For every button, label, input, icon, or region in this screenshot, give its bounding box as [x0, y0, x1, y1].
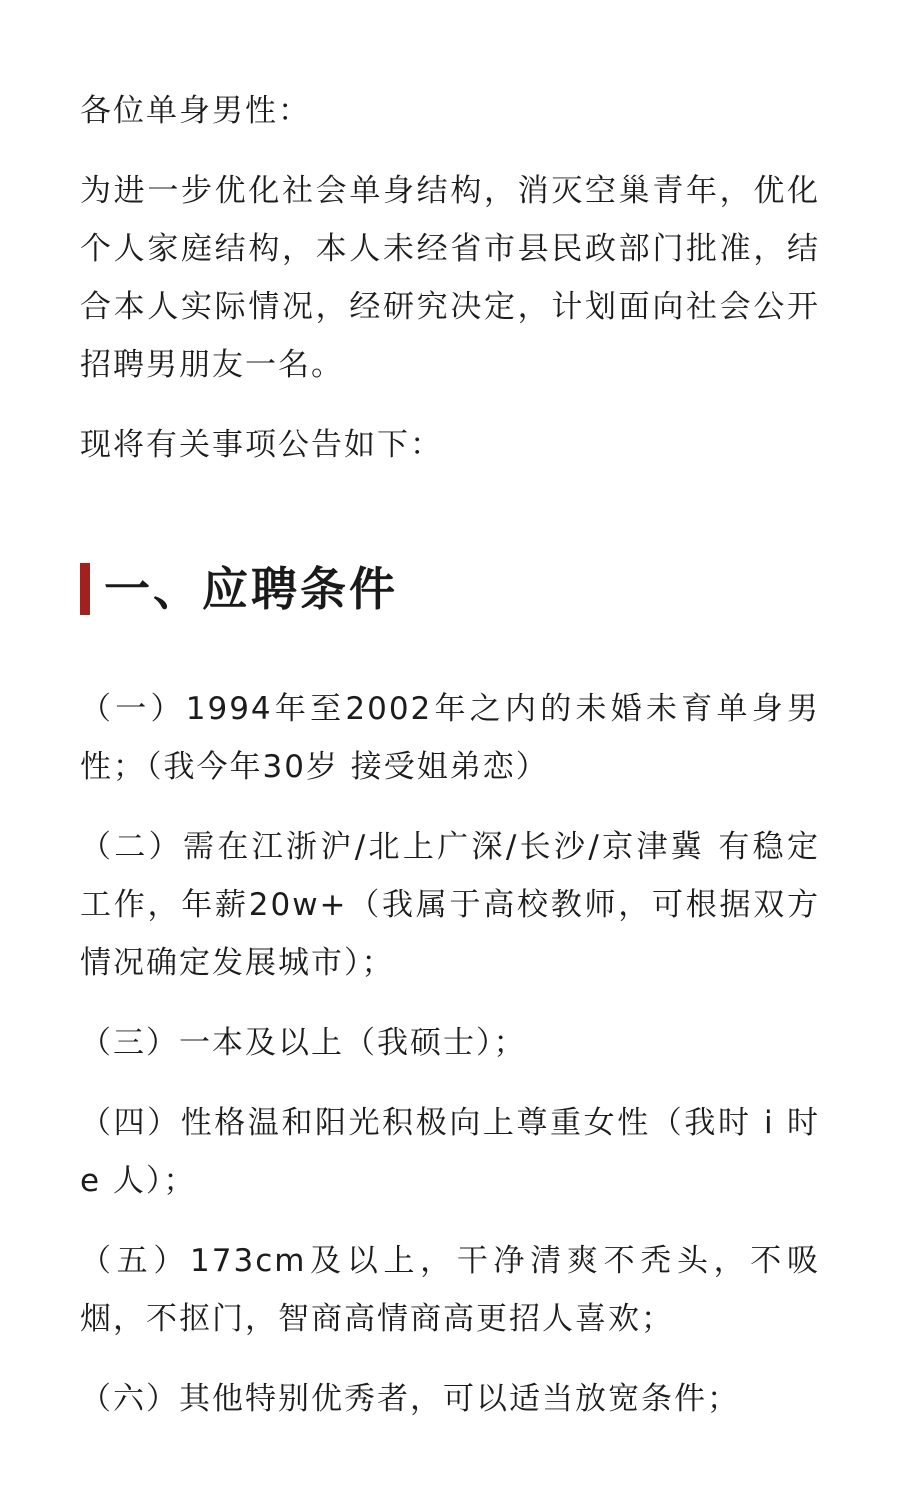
section-title: 一、应聘条件 — [104, 562, 398, 616]
condition-item-4: （四）性格温和阳光积极向上尊重女性（我时 i 时 e 人）； — [80, 1105, 820, 1199]
condition-item-5: （五）173cm及以上，干净清爽不秃头，不吸烟，不抠门，智商高情商高更招人喜欢； — [80, 1243, 820, 1337]
heading-accent-bar — [80, 563, 90, 615]
greeting-text: 各位单身男性： — [80, 93, 311, 129]
condition-item-3: （三）一本及以上（我硕士）； — [80, 1025, 527, 1061]
announce-text: 现将有关事项公告如下： — [80, 427, 443, 463]
condition-item-6: （六）其他特别优秀者，可以适当放宽条件； — [80, 1381, 740, 1417]
condition-item-1: （一）1994年至2002年之内的未婚未育单身男性；（我今年30岁 接受姐弟恋） — [80, 691, 820, 785]
section-heading — [80, 560, 820, 618]
condition-item-2: （二）需在江浙沪/北上广深/长沙/京津冀 有稳定工作，年薪20w+（我属于高校教师，可根据双方情况确定发展城市）； — [80, 829, 820, 981]
intro-paragraph: 为进一步优化社会单身结构，消灭空巢青年，优化个人家庭结构，本人未经省市县民政部门批准，结合本人实际情况，经研究决定，计划面向社会公开招聘男朋友一名。 — [80, 173, 820, 383]
